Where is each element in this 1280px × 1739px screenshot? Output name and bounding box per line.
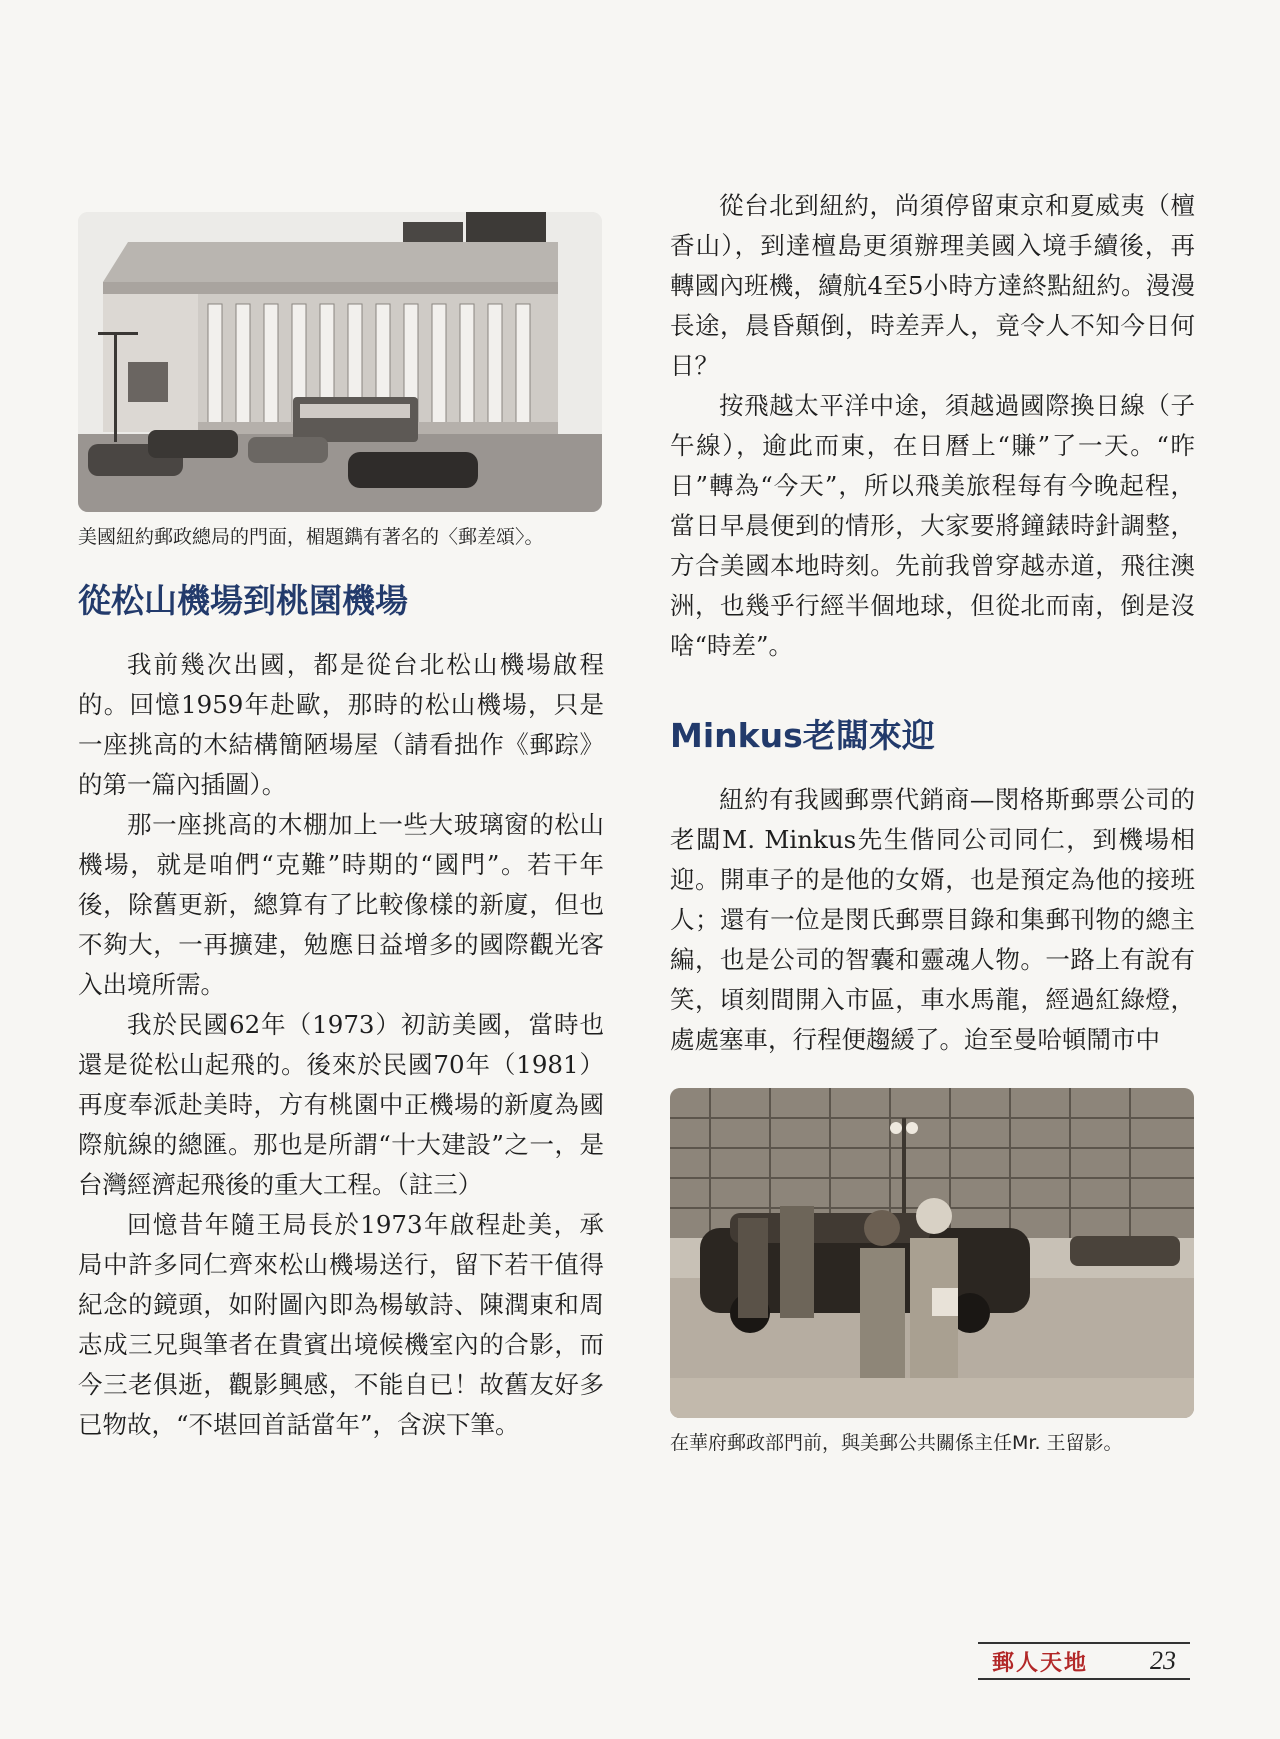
paragraph: 我於民國62年（1973）初訪美國，當時也還是從松山起飛的。後來於民國70年（1981）再度奉派赴美時，方有桃園中正機場的新廈為國際航線的總匯。那也是所謂“十大建設”之一，是台灣經濟起飛後的重大工程。（註三） [78,1010,604,1199]
post-office-building-illustration [78,212,602,512]
left-column [78,212,604,1445]
photo-caption-washington: 在華府郵政部門前，與美郵公共關係主任Mr. 王留影。 [670,1432,1123,1454]
two-men-street-illustration [670,1088,1194,1418]
paragraph: 按飛越太平洋中途，須越過國際換日線（子午線），逾此而東，在日曆上“賺”了一天。“昨日”轉為“今天”，所以飛美旅程每有今晚起程，當日早晨便到的情形，大家要將鐘錶時針調整，方合美國本地時刻。先前我曾穿越赤道，飛往澳洲，也幾乎行經半個地球，但從北而南，倒是沒啥“時差”。 [670,391,1195,660]
washington-post-office-photo [670,1088,1194,1418]
page-footer [978,1642,1190,1680]
photo-caption-post-office: 美國紐約郵政總局的門面，楣題鐫有著名的〈郵差頌〉。 [78,526,544,548]
paragraph: 我前幾次出國，都是從台北松山機場啟程的。回憶1959年赴歐，那時的松山機場，只是一座挑高的木結構簡陋場屋（請看拙作《郵踪》的第一篇內插圖）。 [78,650,604,799]
paragraph: 從台北到紐約，尚須停留東京和夏威夷（檀香山），到達檀島更須辦理美國入境手續後，再轉國內班機，續航4至5小時方達終點紐約。漫漫長途，晨昏顛倒，時差弄人，竟令人不知今日何日？ [670,191,1195,380]
paragraph: 那一座挑高的木棚加上一些大玻璃窗的松山機場，就是咱們“克難”時期的“國門”。若干年後，除舊更新，總算有了比較像樣的新廈，但也不夠大，一再擴建，勉應日益增多的國際觀光客入出境所需。 [78,810,604,999]
section-heading-minkus: Minkus老闆來迎 [670,716,935,755]
post-office-building-photo [78,212,602,512]
page-number: 23 [1150,1646,1176,1675]
right-column [670,186,1195,1457]
paragraph: 紐約有我國郵票代銷商—閔格斯郵票公司的老闆M. Minkus先生偕同公司同仁，到機場相迎。開車子的是他的女婿，也是預定為他的接班人；還有一位是閔氏郵票目錄和集郵刊物的總主編，也是公司的智囊和靈魂人物。一路上有說有笑，頃刻間開入市區，車水馬龍，經過紅綠燈，處處塞車，行程便趨緩了。迨至曼哈頓鬧市中 [670,785,1195,1054]
paragraph: 回憶昔年隨王局長於1973年啟程赴美，承局中許多同仁齊來松山機場送行，留下若干值得紀念的鏡頭，如附圖內即為楊敏詩、陳潤東和周志成三兄與筆者在貴賓出境候機室內的合影，而今三老俱逝，觀影興感，不能自已！故舊友好多已物故，“不堪回首話當年”，含淚下筆。 [78,1210,604,1439]
section-heading-airports: 從松山機場到桃園機場 [78,581,408,620]
magazine-name: 郵人天地 [992,1649,1089,1676]
